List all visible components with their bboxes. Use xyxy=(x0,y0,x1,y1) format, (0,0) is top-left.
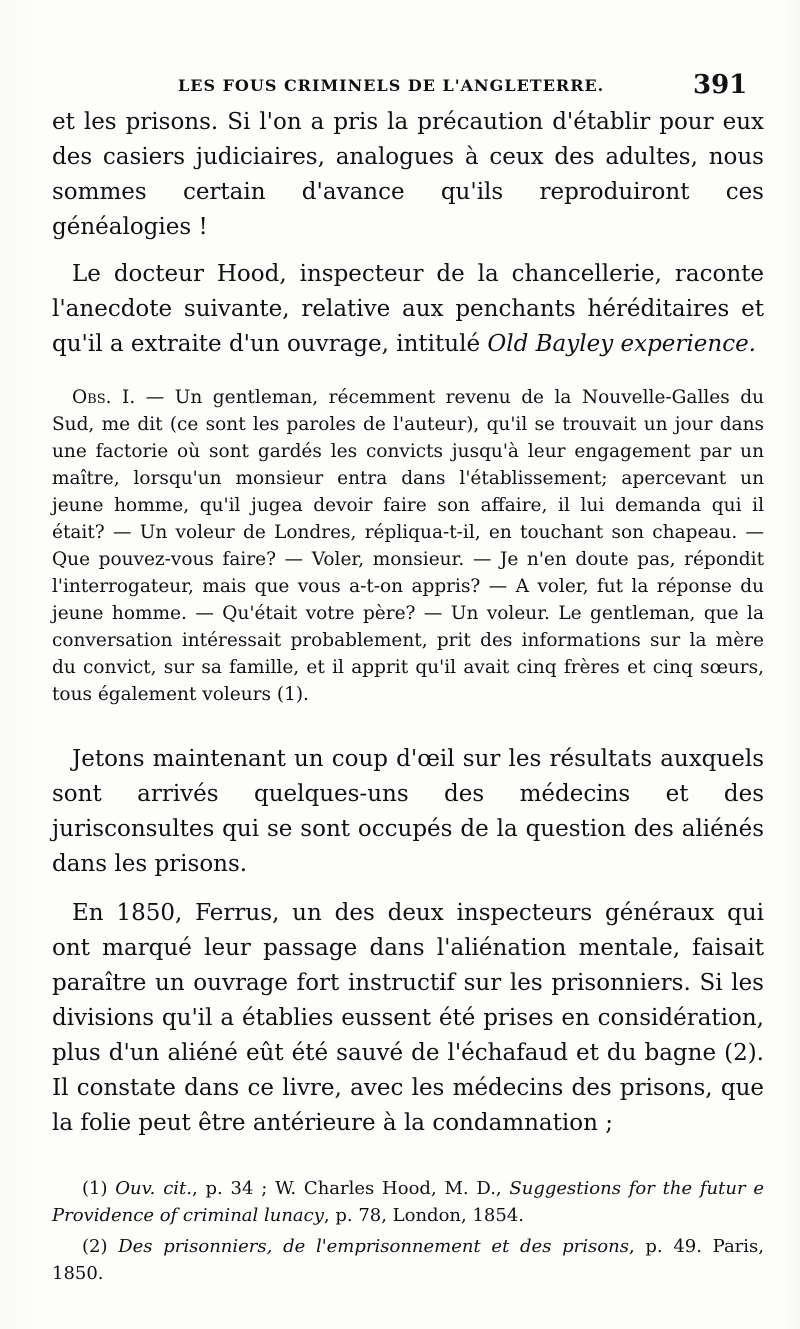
footnote-1 xyxy=(52,1175,764,1229)
running-title: LES FOUS CRIMINELS DE L'ANGLETERRE. xyxy=(178,76,605,95)
book-title-old-bayley: Old Bayley experience. xyxy=(487,331,756,357)
footnote-1-ouv-cit: Ouv. cit. xyxy=(115,1178,192,1199)
observation-one xyxy=(52,384,764,708)
footnote-1-book-title: Suggestions for the futur e Providence of criminal lunacy xyxy=(52,1178,765,1226)
footnote-2-number: (2) xyxy=(82,1236,119,1257)
observation-text: — Un gentleman, récemment revenu de la Nouvelle-Galles du Sud, me dit (ce sont les paroles de l'auteur), qu'il se trouvait un jour dans une factorie où sont gardés les convicts jusqu'à leur engagement par un maître, lorsqu'un monsieur entra dans l'établissement; apercevant un jeune homme, qu'il jugea devoir faire son affaire, il lui demanda qui il était? — Un voleur de Londres, répliqua-t-il, en touchant son chapeau. — Que pouvez-vous faire? — Voler, monsieur. — Je n'en doute pas, répondit l'interrogateur, mais que vous a-t-on appris? — A voler, fut la réponse du jeune homme. — Qu'était votre père? — Un voleur. Le gentleman, que la conversation intéressait probablement, prit des informations sur la mère du convict, sur sa famille, et il apprit qu'il avait cinq frères et cinq sœurs, tous également voleurs (1). xyxy=(52,387,765,705)
main-text xyxy=(52,105,764,1141)
footnote-2 xyxy=(52,1233,764,1287)
footnote-2-book-title: Des prisonniers, de l'emprisonnement et des prisons xyxy=(118,1236,629,1257)
paragraph-hood-text: Le docteur Hood, inspecteur de la chancellerie, raconte l'anecdote suivante, relative aux penchants héréditaires et qu'il a extraite d'un ouvrage, intitulé xyxy=(52,261,764,357)
paragraph-continuation: et les prisons. Si l'on a pris la précaution d'établir pour eux des casiers judiciaires, analogues à ceux des adultes, nous sommes certain d'avance qu'ils reproduiront ces généalogies ! xyxy=(52,109,764,240)
footnote-2-publication: , p. 49. Paris, 1850. xyxy=(52,1236,765,1284)
page-number: 391 xyxy=(693,70,748,100)
paragraph-results: Jetons maintenant un coup d'œil sur les résultats auxquels sont arrivés quelques-uns des médecins et des jurisconsultes qui se sont occupés de la question des aliénés dans les prisons. xyxy=(52,746,764,877)
observation-label: Obs. I. xyxy=(72,387,136,408)
footnote-1-author: , p. 34 ; W. Charles Hood, M. D., xyxy=(191,1178,510,1199)
paragraph-ferrus: En 1850, Ferrus, un des deux inspecteurs généraux qui ont marqué leur passage dans l'aliénation mentale, faisait paraître un ouvrage fort instructif sur les prisonniers. Si les divisions qu'il a établies eussent été prises en considération, plus d'un aliéné eût été sauvé de l'échafaud et du bagne (2). Il constate dans ce livre, avec les médecins des prisons, que la folie peut être antérieure à la condamnation ; xyxy=(52,900,764,1136)
footnotes xyxy=(52,1175,764,1291)
footnote-1-number: (1) xyxy=(82,1178,116,1199)
paragraph-hood-anecdote xyxy=(52,257,764,362)
footnote-1-publication: , p. 78, London, 1854. xyxy=(323,1205,524,1226)
page-header xyxy=(0,70,800,102)
